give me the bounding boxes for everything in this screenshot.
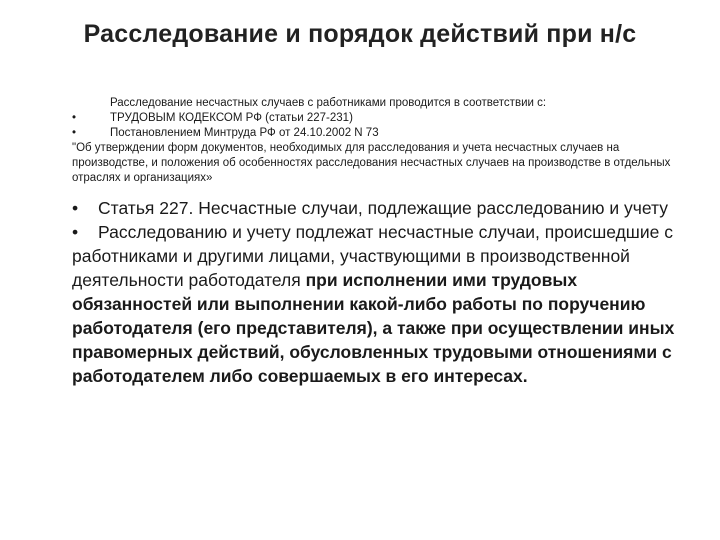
bullet-icon: • xyxy=(72,198,79,218)
bullet-icon: • xyxy=(72,112,77,124)
list-item xyxy=(72,111,672,126)
list-item xyxy=(72,126,672,141)
legal-basis-block xyxy=(72,96,672,186)
slide-title: Расследование и порядок действий при н/с xyxy=(83,20,637,48)
article-block xyxy=(72,196,682,388)
paragraph-lead-text: Расследованию и учету подлежат несчастные случаи, происшедшие с работниками и другими лицами, участвующими в производственной деятельности работодателя xyxy=(72,222,673,290)
paragraph-bold-text: при исполнении ими трудовых обязанностей или выполнении какой-либо работы по поручению работодателя (его представителя), а также при осуществлении иных правомерных действий, обусловленных трудовыми отношениями с работодателем либо совершаемых в его интересах. xyxy=(72,270,675,386)
article-heading-text: Статья 227. Несчастные случаи, подлежащие расследованию и учету xyxy=(98,198,668,218)
list-item-text: Постановлением Минтруда РФ от 24.10.2002 N 73 xyxy=(110,127,379,139)
article-heading xyxy=(72,196,682,220)
bullet-icon: • xyxy=(72,127,77,139)
intro-text: Расследование несчастных случаев с работниками проводится в соответствии с: xyxy=(110,97,547,109)
decree-title: "Об утверждении форм документов, необходимых для расследования и учета несчастных случаев на производстве, и положения об особенностях расследования несчастных случаев на производстве в отдельных отраслях и организациях» xyxy=(72,142,671,184)
article-paragraph xyxy=(72,220,682,388)
bullet-icon: • xyxy=(72,222,79,242)
list-item-text: ТРУДОВЫМ КОДЕКСОМ РФ (статьи 227-231) xyxy=(110,112,353,124)
